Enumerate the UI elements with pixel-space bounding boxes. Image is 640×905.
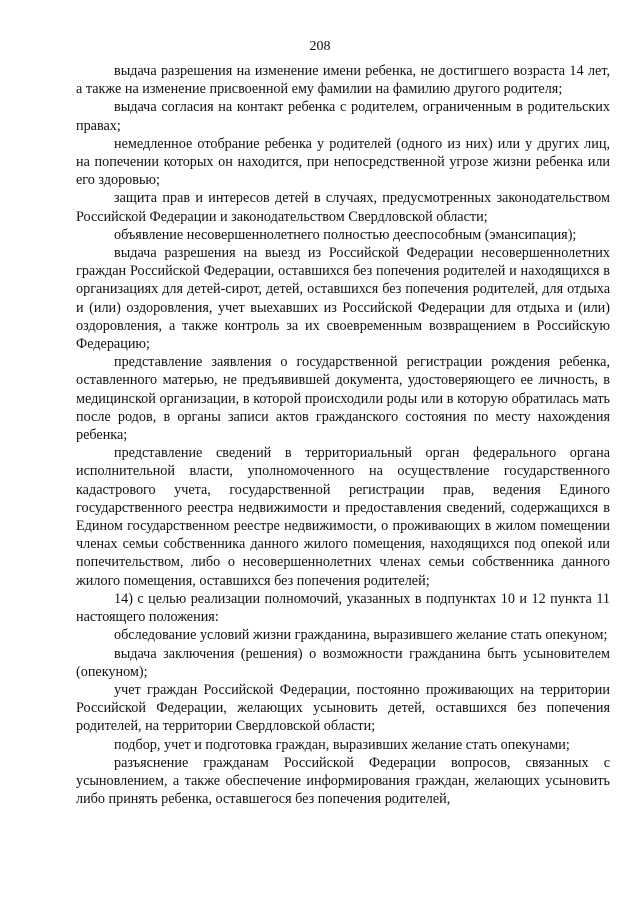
document-body [76,62,610,808]
paragraph-contact-consent: выдача согласия на контакт ребенка с родителем, ограниченным в родительских правах; [76,99,610,134]
paragraph-registry-info: представление сведений в территориальный орган федерального органа исполнительной власти, уполномоченного на осуществление государственного кадастрового учета, государственной регистрации прав, ведения Единого государственного реестра недвижимости и предоставления сведений, содержащихся в Едином государственном реестре недвижимости, о проживающих в жилом помещении членах семьи собственника данного жилого помещения, находящихся под опекой или попечительством, либо о несовершеннолетних членах семьи собственника данного жилого помещения, оставшихся без попечения родителей; [76,445,610,589]
page-number: 208 [309,39,331,54]
paragraph-guardian-selection: подбор, учет и подготовка граждан, выразивших желание стать опекунами; [114,736,570,753]
paragraph-rights-protection: защита прав и интересов детей в случаях, предусмотренных законодательством Российской Федерации и законодательством Свердловской области; [76,190,610,225]
paragraph-emancipation: объявление несовершеннолетнего полностью дееспособным (эмансипация); [114,226,577,243]
paragraph-birth-registration: представление заявления о государственной регистрации рождения ребенка, оставленного матерью, не предъявившей документа, удостоверяющего ее личность, в медицинской организации, в которой происходили роды или в которую обратилась мать после родов, в органы записи актов гражданского состояния по месту нахождения ребенка; [76,354,610,444]
paragraph-item-14: 14) с целью реализации полномочий, указанных в подпунктах 10 и 12 пункта 11 настоящего положения: [76,590,610,626]
paragraph-adoption-explanation: разъяснение гражданам Российской Федерации вопросов, связанных с усыновлением, а также обеспечение информирования граждан, желающих усыновить либо принять ребенка, оставшегося без попечения родителей, [76,754,610,808]
paragraph-exit-permit: выдача разрешения на выезд из Российской Федерации несовершеннолетних граждан Российской Федерации, оставшихся без попечения родителей и находящихся в организациях для детей-сирот, детей, оставшихся без попечения родителей, для отдыха и (или) оздоровления, учет выехавших из Российской Федерации для отдыха и (или) оздоровления, а также контроль за их своевременным возвращением в Российскую Федерацию; [76,245,610,353]
paragraph-adoption-conclusion: выдача заключения (решения) о возможности гражданина быть усыновителем (опекуном); [76,645,610,680]
paragraph-immediate-removal: немедленное отобрание ребенка у родителей (одного из них) или у других лиц, на попечении которых он находится, при непосредственной угрозе жизни ребенка или его здоровью; [76,135,610,189]
paragraph-living-conditions: обследование условий жизни гражданина, выразившего желание стать опекуном; [114,627,608,644]
paragraph-name-change-permit: выдача разрешения на изменение имени ребенка, не достигшего возраста 14 лет, а также на изменение присвоенной ему фамилии на фамилию другого родителя; [76,63,610,98]
paragraph-citizen-registry: учет граждан Российской Федерации, постоянно проживающих на территории Российской Федерации, желающих усыновить детей, оставшихся без попечения родителей, на территории Свердловской области; [76,681,610,735]
